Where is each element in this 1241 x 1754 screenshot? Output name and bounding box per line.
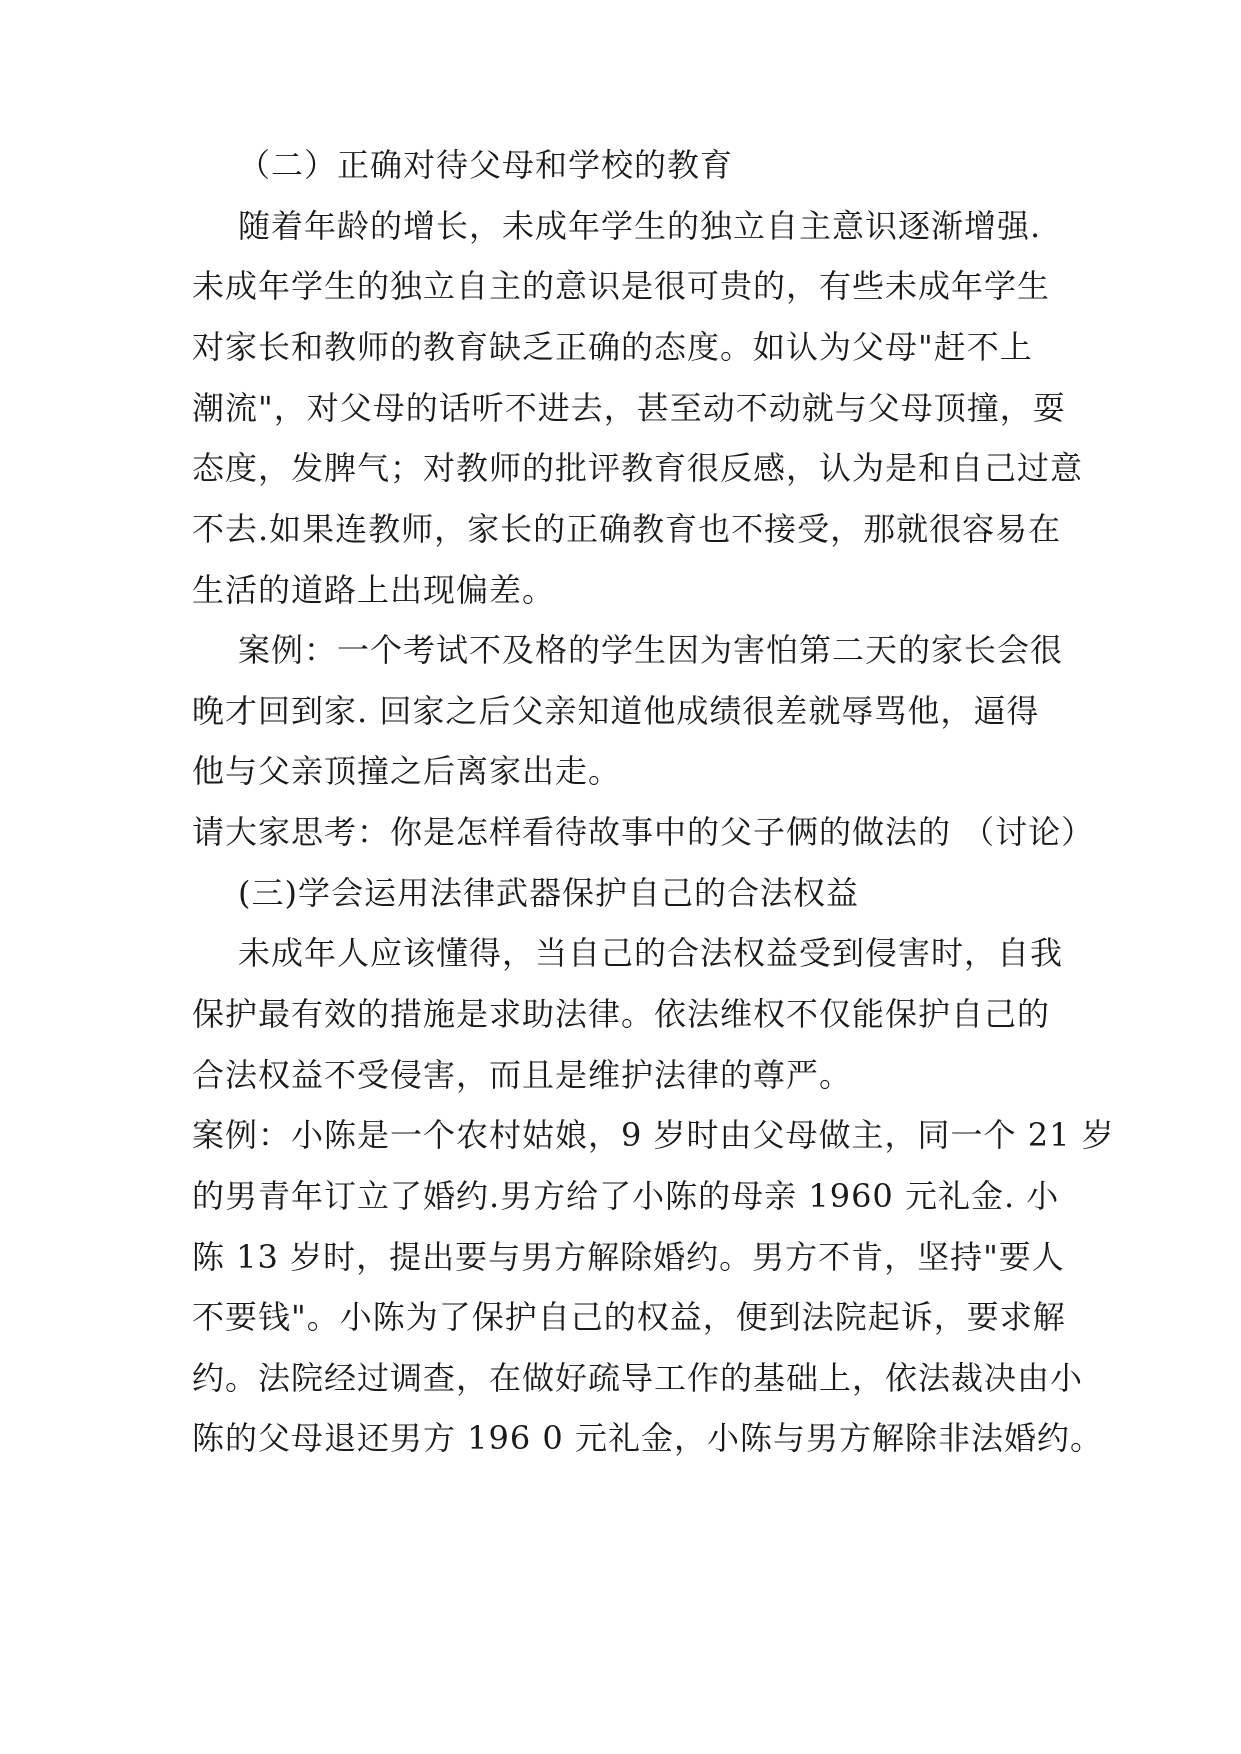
paragraph-line: 对家长和教师的教育缺乏正确的态度。如认为父母"赶不上 (192, 328, 1033, 366)
paragraph-line: 未成年学生的独立自主的意识是很可贵的，有些未成年学生 (192, 267, 1051, 305)
case-line: 案例：小陈是一个农村姑娘，9 岁时由父母做主，同一个 21 岁 (192, 1116, 1115, 1154)
paragraph-line: 随着年龄的增长，未成年学生的独立自主意识逐渐增强. (238, 207, 1042, 245)
case-line: 他与父亲顶撞之后离家出走。 (192, 752, 622, 790)
paragraph-line: 潮流"，对父母的话听不进去，甚至动不动就与父母顶撞，耍 (192, 389, 1066, 427)
case-line: 案例：一个考试不及格的学生因为害怕第二天的家长会很 (238, 631, 1064, 669)
paragraph-line: 不去.如果连教师，家长的正确教育也不接受，那就很容易在 (192, 510, 1062, 548)
section-heading-2: （二）正确对待父母和学校的教育 (238, 146, 734, 184)
case-line: 的男青年订立了婚约.男方给了小陈的母亲 1960 元礼金. 小 (192, 1177, 1060, 1215)
paragraph-line: 态度，发脾气；对教师的批评教育很反感，认为是和自己过意 (192, 449, 1084, 487)
case-line: 陈的父母退还男方 196 0 元礼金，小陈与男方解除非法婚约。 (192, 1419, 1103, 1457)
case-line: 陈 13 岁时，提出要与男方解除婚约。男方不肯，坚持"要人 (192, 1238, 1065, 1276)
paragraph-line: 合法权益不受侵害，而且是维护法律的尊严。 (192, 1056, 853, 1094)
paragraph-line: 生活的道路上出现偏差。 (192, 571, 556, 609)
case-line: 不要钱"。小陈为了保护自己的权益，便到法院起诉，要求解 (192, 1298, 1066, 1336)
case-line: 晚才回到家. 回家之后父亲知道他成绩很差就辱骂他，逼得 (192, 692, 1040, 730)
section-heading-3: (三)学会运用法律武器保护自己的合法权益 (238, 874, 859, 912)
paragraph-line: 保护最有效的措施是求助法律。依法维权不仅能保护自己的 (192, 995, 1051, 1033)
paragraph-line: 未成年人应该懂得，当自己的合法权益受到侵害时，自我 (238, 934, 1064, 972)
case-line: 约。法院经过调查，在做好疏导工作的基础上，依法裁决由小 (192, 1359, 1084, 1397)
discussion-prompt: 请大家思考：你是怎样看待故事中的父子俩的做法的 （讨论） (192, 813, 1095, 851)
